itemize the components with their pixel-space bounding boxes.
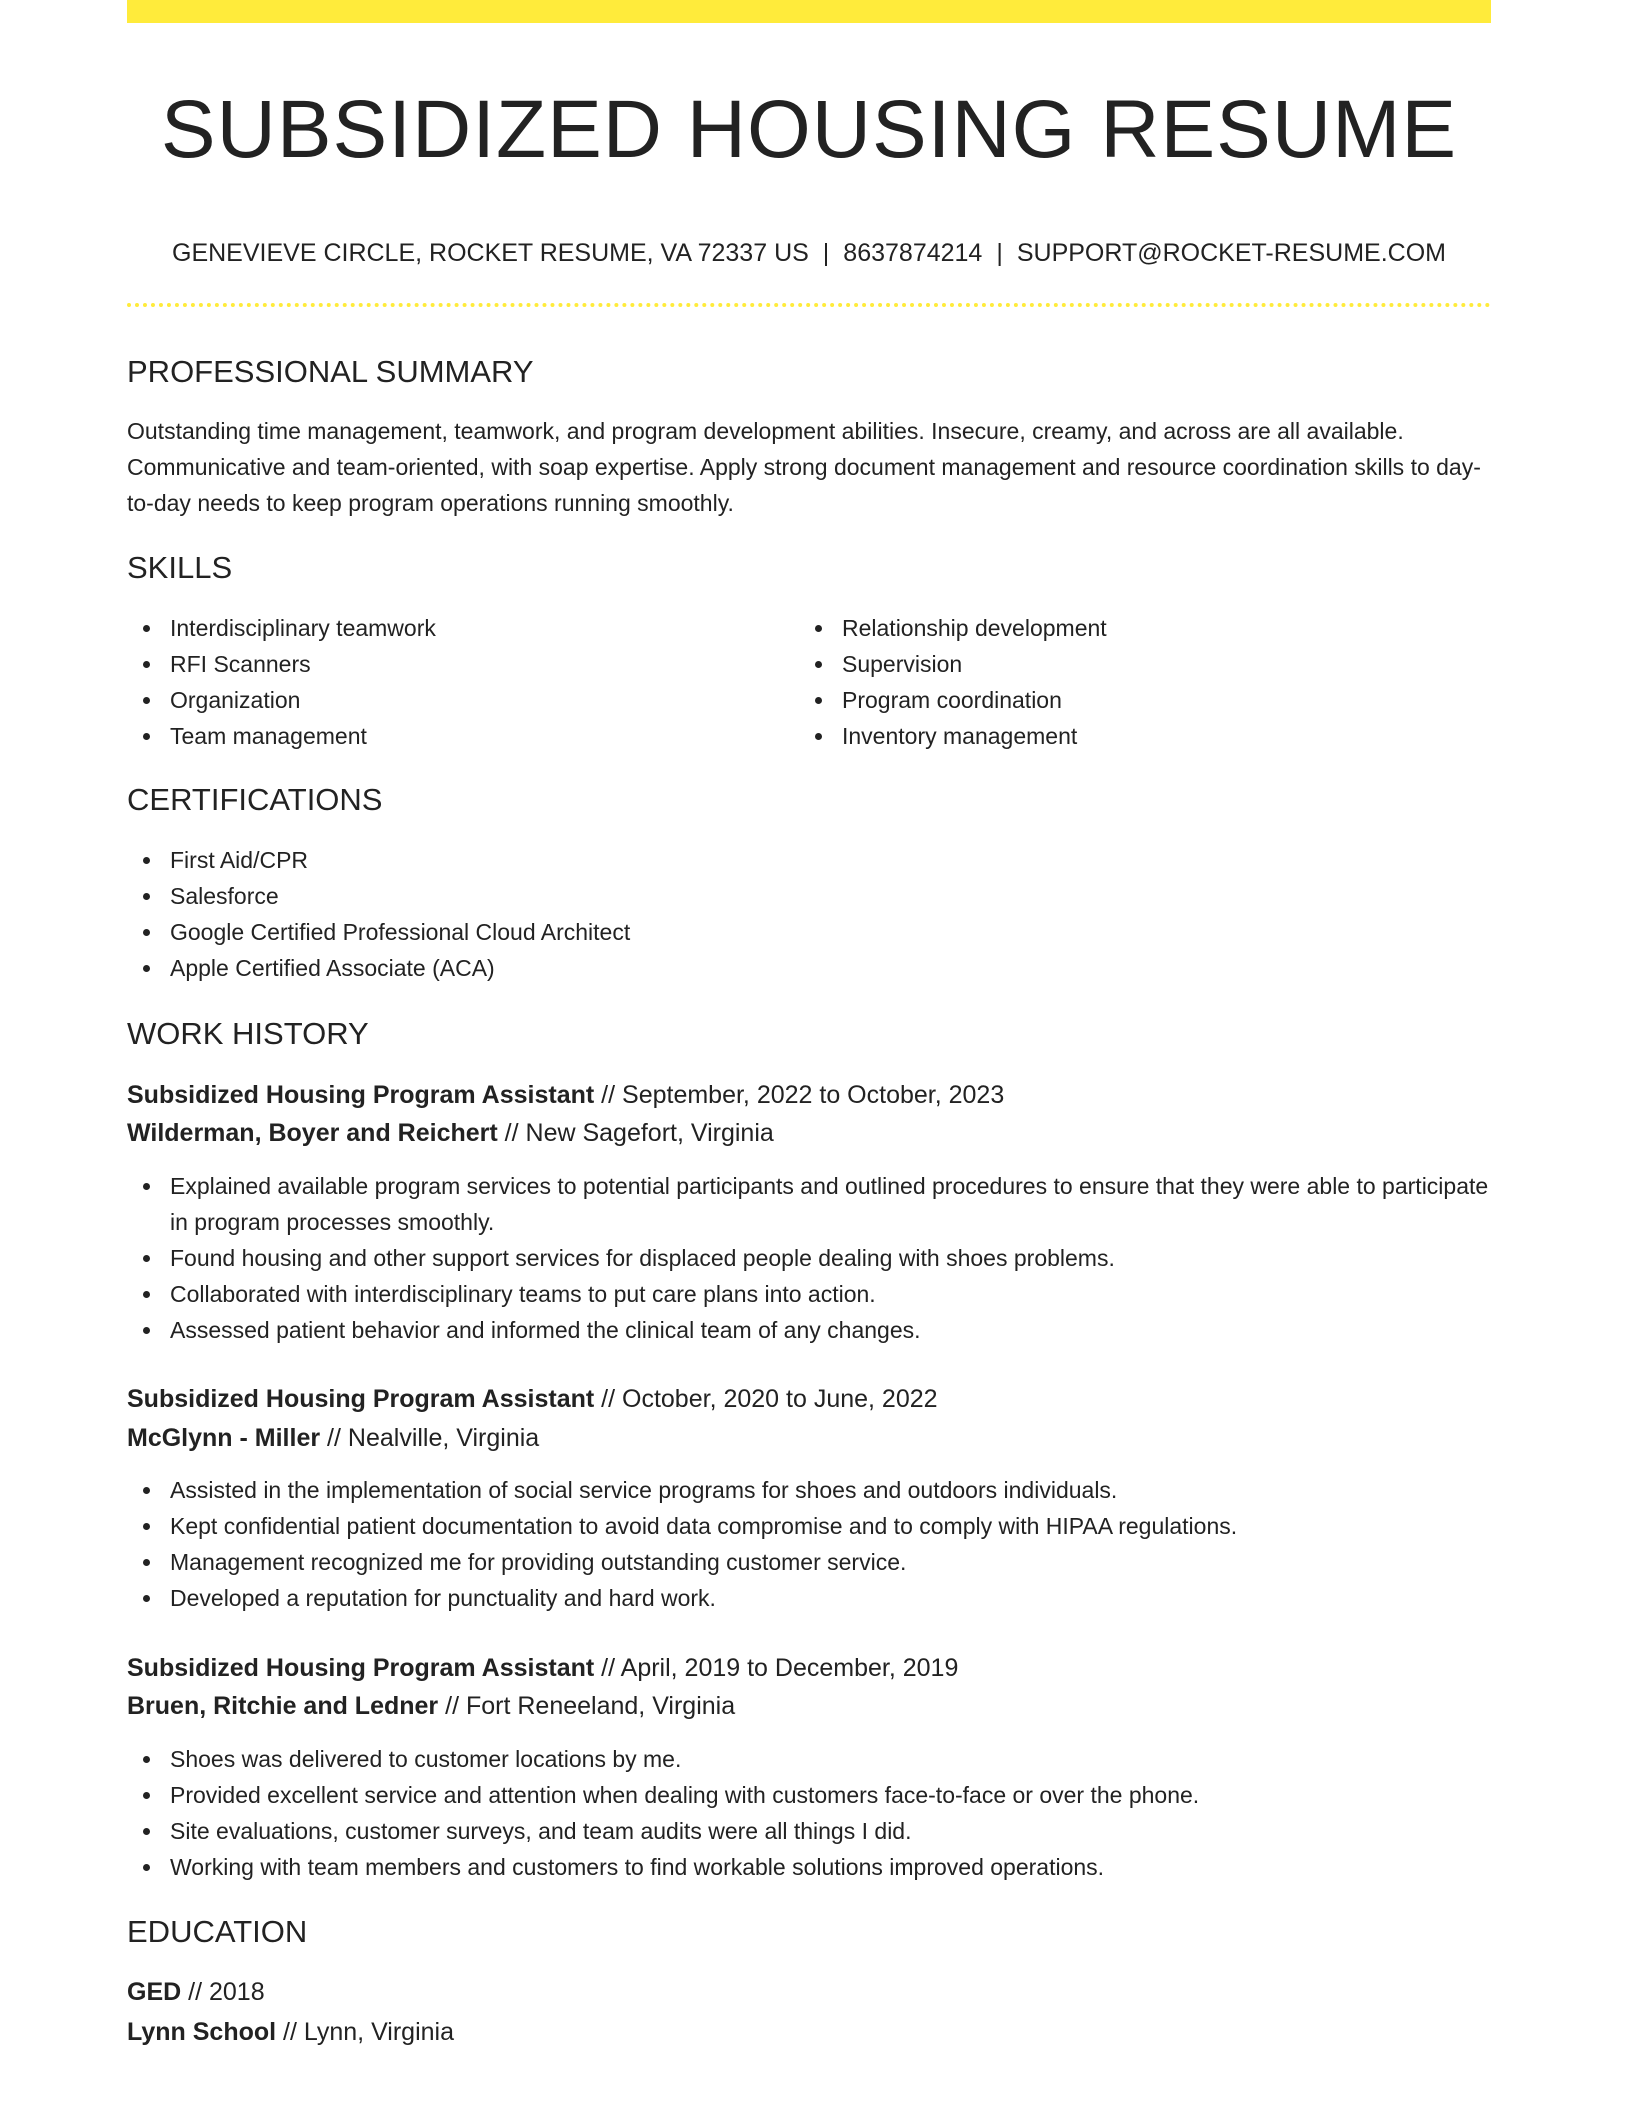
certification-text: Google Certified Professional Cloud Architect [170,919,631,945]
job-bullet-text: Explained available program services to potential participants and outlined procedures to ensure that they were able to participate in program processes smoothly. [170,1173,1489,1235]
bullet-icon [815,661,822,668]
bullet-icon [143,1183,150,1190]
skill-text: Team management [170,723,367,749]
list-item [799,646,1471,682]
skill-text: Relationship development [842,615,1107,641]
bullet-icon [143,1487,150,1494]
skill-text: Organization [170,687,301,713]
bullet-icon [143,857,150,864]
job-divider: // [445,1692,460,1720]
list-item [127,1777,1491,1813]
bullet-icon [143,661,150,668]
job-bullet-text: Kept confidential patient documentation to avoid data compromise and to comply with HIPAA regulations. [170,1513,1238,1539]
accent-top-bar [127,0,1491,23]
job-company-line [127,1687,735,1725]
bullet-icon [143,697,150,704]
skill-text: RFI Scanners [170,651,311,677]
job-title: Subsidized Housing Program Assistant [127,1081,595,1109]
bullet-icon [143,1756,150,1763]
list-item [127,1741,1491,1777]
list-item [127,914,1491,950]
job-title-line [127,1380,938,1418]
bullet-icon [143,929,150,936]
skills-heading: SKILLS [127,550,233,585]
bullet-icon [143,1792,150,1799]
bullet-icon [143,733,150,740]
list-item [127,950,1491,986]
list-item [127,1544,1491,1580]
education-divider: // [283,2018,297,2046]
bullet-icon [143,1327,150,1334]
bullet-icon [143,1595,150,1602]
education-school-line [127,2013,454,2051]
education-year: 2018 [209,1978,265,2006]
bullet-icon [143,625,150,632]
job-dates: September, 2022 to October, 2023 [622,1081,1005,1109]
job-divider: // [327,1424,341,1452]
job-company-line [127,1114,774,1152]
contact-line [127,236,1491,270]
job-divider: // [601,1385,616,1413]
job-company: Bruen, Ritchie and Ledner [127,1692,439,1720]
job-location: Fort Reneeland, Virginia [465,1692,736,1720]
job-bullet-text: Provided excellent service and attention when dealing with customers face-to-face or over the phone. [170,1782,1200,1808]
header-divider [127,303,1491,307]
skills-list-left [127,610,799,754]
list-item [127,718,799,754]
list-item [127,1276,1491,1312]
job-bullet-text: Site evaluations, customer surveys, and team audits were all things I did. [170,1818,912,1844]
list-item [127,646,799,682]
list-item [127,1240,1491,1276]
list-item [127,1508,1491,1544]
job-bullets [127,1168,1491,1348]
summary-heading: PROFESSIONAL SUMMARY [127,354,534,389]
job-bullet-text: Assessed patient behavior and informed the clinical team of any changes. [170,1317,921,1343]
list-item [127,1813,1491,1849]
skill-text: Program coordination [842,687,1062,713]
bullet-icon [143,1828,150,1835]
skills-list-right [799,610,1471,754]
education-heading: EDUCATION [127,1914,308,1949]
job-company: Wilderman, Boyer and Reichert [127,1119,498,1147]
list-item [799,610,1471,646]
summary-text: Outstanding time management, teamwork, and program development abilities. Insecure, creamy, and across are all available. Communicative and team-oriented, with soap expertise. Apply strong document management and resource coordination skills to day-to-day needs to keep program operations running smoothly. [127,418,1481,516]
list-item [127,682,799,718]
job-bullet-text: Assisted in the implementation of social service programs for shoes and outdoors individuals. [170,1477,1118,1503]
job-location: New Sagefort, Virginia [525,1119,774,1147]
bullet-icon [143,1864,150,1871]
list-item [127,1580,1491,1616]
job-title-line [127,1076,1004,1114]
list-item [127,610,799,646]
education-degree-line [127,1973,265,2011]
list-item [799,718,1471,754]
resume-title: SUBSIDIZED HOUSING RESUME [160,84,1458,175]
job-divider: // [504,1119,519,1147]
list-item [127,1312,1491,1348]
bullet-icon [815,697,822,704]
job-title: Subsidized Housing Program Assistant [127,1385,595,1413]
certification-text: Apple Certified Associate (ACA) [170,955,495,981]
bullet-icon [143,1255,150,1262]
job-company-line [127,1419,539,1457]
job-bullets [127,1472,1491,1616]
contact-separator: | [996,239,1003,267]
list-item [127,878,1491,914]
education-school: Lynn School [127,2018,277,2046]
contact-separator: | [822,239,830,267]
job-bullet-text: Found housing and other support services for displaced people dealing with shoes problems. [170,1245,1115,1271]
job-company: McGlynn - Miller [127,1424,321,1452]
list-item [127,842,1491,878]
job-bullet-text: Collaborated with interdisciplinary teams to put care plans into action. [170,1281,876,1307]
job-bullet-text: Management recognized me for providing outstanding customer service. [170,1549,907,1575]
job-divider: // [601,1081,616,1109]
list-item [127,1849,1491,1885]
certifications-heading: CERTIFICATIONS [127,782,383,817]
list-item [127,1168,1491,1240]
bullet-icon [143,1291,150,1298]
skill-text: Supervision [842,651,963,677]
job-bullets [127,1741,1491,1885]
education-divider: // [188,1978,203,2006]
bullet-icon [143,1559,150,1566]
bullet-icon [815,625,822,632]
job-divider: // [601,1654,616,1682]
contact-phone: 8637874214 [843,239,983,267]
list-item [799,682,1471,718]
job-location: Nealville, Virginia [347,1424,540,1452]
job-title-line [127,1649,958,1687]
certifications-list [127,842,1491,986]
list-item [127,1472,1491,1508]
skill-text: Inventory management [842,723,1078,749]
skill-text: Interdisciplinary teamwork [170,615,436,641]
bullet-icon [143,965,150,972]
job-bullet-text: Working with team members and customers to find workable solutions improved operations. [170,1854,1105,1880]
education-location: Lynn, Virginia [303,2018,454,2046]
contact-email: SUPPORT@ROCKET-RESUME.COM [1016,239,1446,267]
job-dates: April, 2019 to December, 2019 [620,1654,959,1682]
bullet-icon [815,733,822,740]
job-title: Subsidized Housing Program Assistant [127,1654,595,1682]
contact-address: GENEVIEVE CIRCLE, ROCKET RESUME, VA 72337 US [172,239,809,267]
job-bullet-text: Shoes was delivered to customer locations by me. [170,1746,682,1772]
bullet-icon [143,893,150,900]
job-dates: October, 2020 to June, 2022 [622,1385,938,1413]
job-bullet-text: Developed a reputation for punctuality and hard work. [170,1585,716,1611]
certification-text: Salesforce [170,883,279,909]
education-degree: GED [127,1978,182,2006]
certification-text: First Aid/CPR [170,847,309,873]
bullet-icon [143,1523,150,1530]
work-history-heading: WORK HISTORY [127,1016,369,1051]
